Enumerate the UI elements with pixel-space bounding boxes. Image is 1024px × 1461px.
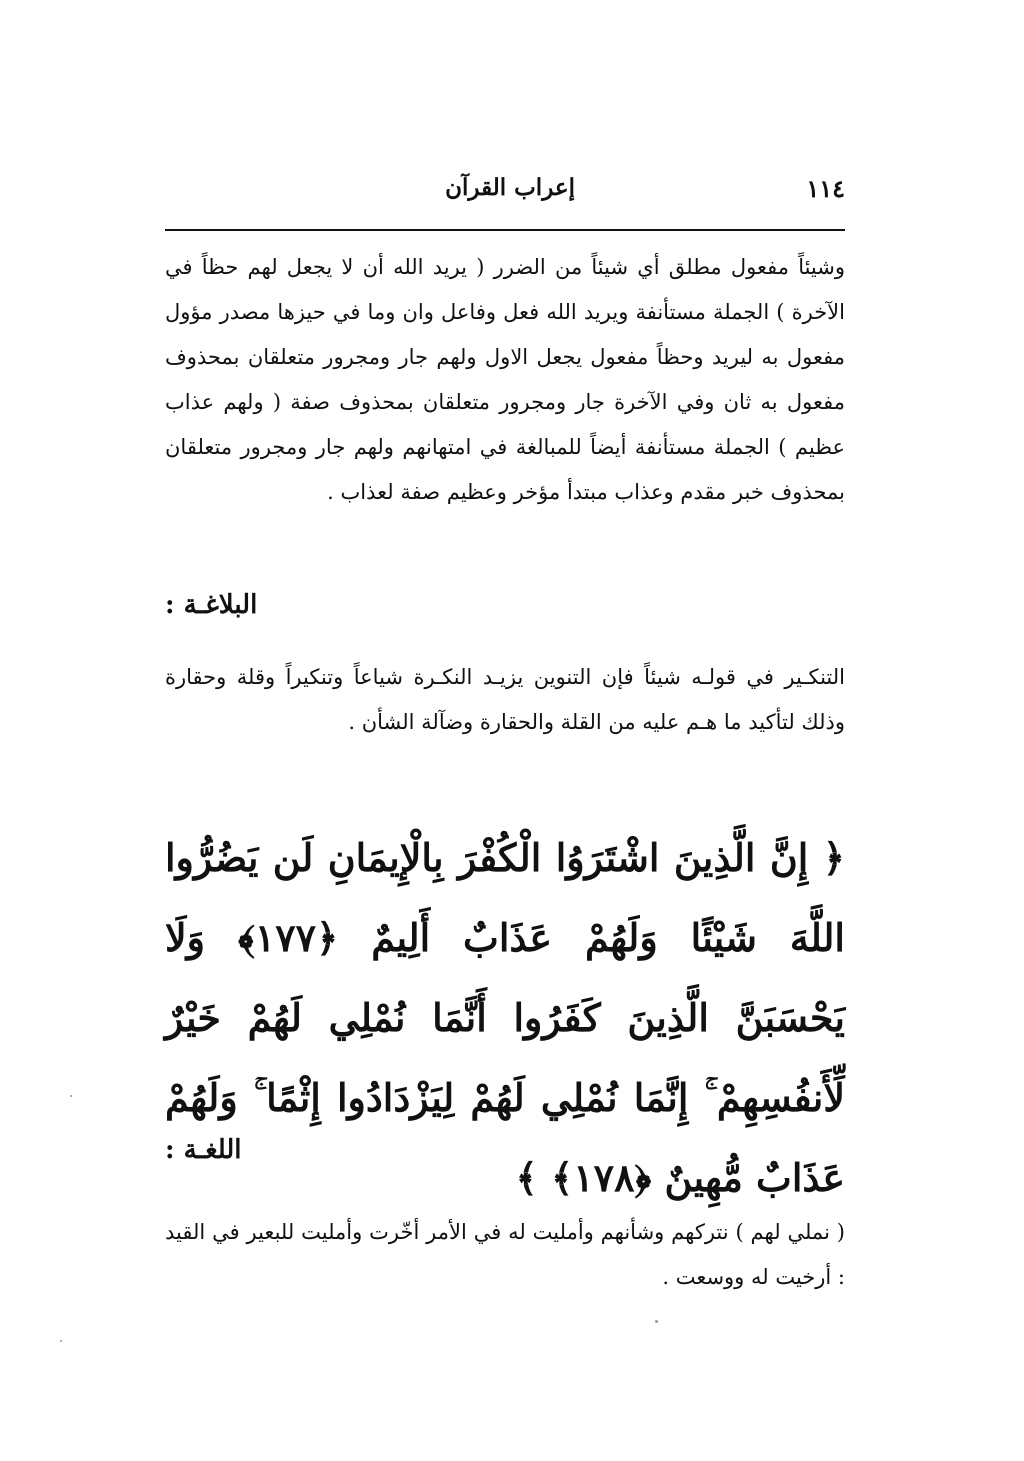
scan-speck	[60, 1340, 62, 1342]
header-divider	[165, 229, 845, 231]
i3rab-paragraph: وشيئاً مفعول مطلق أي شيئاً من الضرر ( يريد الله أن لا يجعل لهم حظاً في الآخرة ) الجملة مستأنفة ويريد الله فعل وفاعل وان وما في حيزها مصدر مؤول مفعول به ليريد وحظاً مفعول يجعل الاول ولهم جار ومجرور متعلقان بمحذوف مفعول به ثان وفي الآخرة جار ومجرور متعلقان بمحذوف صفة ( ولهم عذاب عظيم ) الجملة مستأنفة أيضاً للمبالغة في امتهانهم ولهم جار ومجرور متعلقان بمحذوف خبر مقدم وعذاب مبتدأ مؤخر وعظيم صفة لعذاب .	[165, 255, 845, 504]
scan-speck	[70, 1095, 72, 1097]
lugha-paragraph: ( نملي لهم ) نتركهم وشأنهم وأمليت له في الأمر أخّرت وأمليت للبعير في القيد : أرخيت له ووسعت .	[165, 1220, 845, 1289]
page-number: ١١٤	[806, 174, 845, 203]
balagha-heading: البلاغـة :	[165, 590, 258, 620]
lugha-heading: اللغـة :	[165, 1135, 242, 1165]
balagha-paragraph: التنكـير في قولـه شيئاً فإن التنوين يزيـد النكـرة شياعاً وتنكيراً وقلة وحقارة وذلك لتأكيد ما هـم عليه من القلة والحقارة وضآلة الشأن .	[165, 665, 845, 734]
scan-speck	[655, 1320, 658, 1323]
page-header	[165, 168, 845, 218]
book-title: إعراب القرآن	[445, 174, 575, 201]
quran-verse: ﴿ إِنَّ الَّذِينَ اشْتَرَوُا الْكُفْرَ بِالْإِيمَانِ لَن يَضُرُّوا اللَّهَ شَيْئًا وَلَهُمْ عَذَابٌ أَلِيمٌ ﴿١٧٧﴾ وَلَا يَحْسَبَنَّ الَّذِينَ كَفَرُوا أَنَّمَا نُمْلِي لَهُمْ خَيْرٌ لِّأَنفُسِهِمْ ۚ إِنَّمَا نُمْلِي لَهُمْ لِيَزْدَادُوا إِثْمًا ۚ وَلَهُمْ عَذَابٌ مُّهِينٌ ﴿١٧٨﴾ ﴾	[165, 835, 845, 1200]
